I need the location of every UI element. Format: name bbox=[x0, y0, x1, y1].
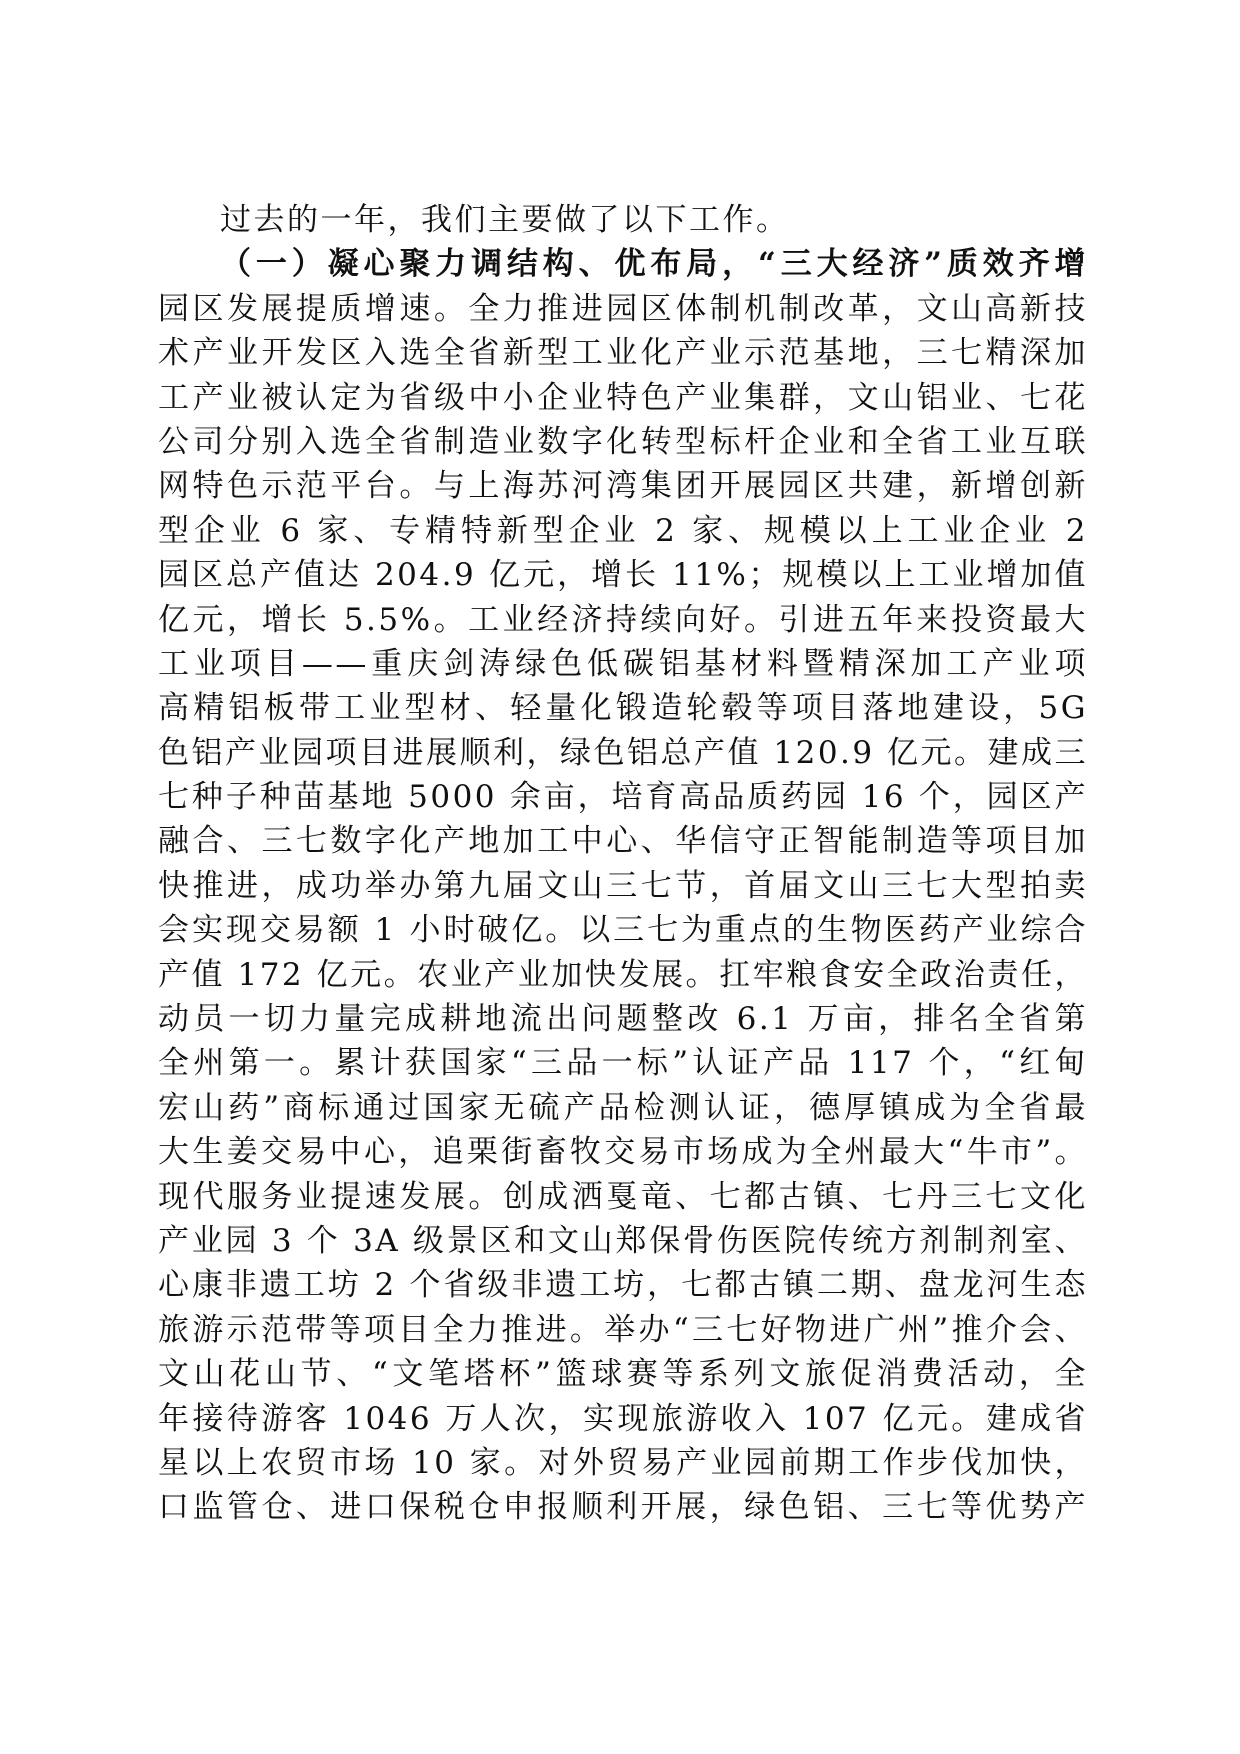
body-line: 文山花山节、“文笔塔杯”篮球赛等系列文旅促消费活动，全 bbox=[158, 1356, 1088, 1393]
body-line: 工产业被认定为省级中小企业特色产业集群，文山铝业、七花 bbox=[158, 379, 1088, 416]
body-line: 园区发展提质增速。全力推进园区体制机制改革，文山高新技 bbox=[158, 290, 1088, 327]
body-line: 融合、三七数字化产地加工中心、华信守正智能制造等项目加 bbox=[158, 823, 1088, 860]
body-line: 七种子种苗基地 5000 余亩，培育高品质药园 16 个，园区产 bbox=[158, 779, 1088, 816]
section-heading-line: （一）凝心聚力调结构、优布局，“三大经济”质效齐增 bbox=[220, 246, 1088, 283]
body-line: 产值 172 亿元。农业产业加快发展。扛牢粮食安全政治责任， bbox=[158, 956, 1088, 993]
body-line: 公司分别入选全省制造业数字化转型标杆企业和全省工业互联 bbox=[158, 423, 1088, 460]
body-line: 网特色示范平台。与上海苏河湾集团开展园区共建，新增创新 bbox=[158, 468, 1088, 505]
body-line: 大生姜交易中心，追栗街畜牧交易市场成为全州最大“牛市”。 bbox=[158, 1134, 1088, 1171]
body-line: 产业园 3 个 3A 级景区和文山郑保骨伤医院传统方剂制剂室、 bbox=[158, 1222, 1088, 1259]
body-line: 快推进，成功举办第九届文山三七节，首届文山三七大型拍卖 bbox=[158, 867, 1088, 904]
body-line: 亿元，增长 5.5%。工业经济持续向好。引进五年来投资最大 bbox=[158, 601, 1088, 638]
body-line: 星以上农贸市场 10 家。对外贸易产业园前期工作步伐加快， bbox=[158, 1444, 1088, 1481]
body-line: 高精铝板带工业型材、轻量化锻造轮毂等项目落地建设，5G bbox=[158, 690, 1088, 727]
body-line: 园区总产值达 204.9 亿元，增长 11%；规模以上工业增加值 bbox=[158, 557, 1088, 594]
intro-line: 过去的一年，我们主要做了以下工作。 bbox=[220, 202, 790, 238]
body-line: 型企业 6 家、专精特新型企业 2 家、规模以上工业企业 2 bbox=[158, 512, 1088, 549]
body-line: 工业项目——重庆剑涛绿色低碳铝基材料暨精深加工产业项 bbox=[158, 645, 1088, 682]
body-line: 心康非遗工坊 2 个省级非遗工坊，七都古镇二期、盘龙河生态 bbox=[158, 1267, 1088, 1304]
body-line: 会实现交易额 1 小时破亿。以三七为重点的生物医药产业综合 bbox=[158, 912, 1088, 949]
body-line: 宏山药”商标通过国家无硫产品检测认证，德厚镇成为全省最 bbox=[158, 1089, 1088, 1126]
body-line: 动员一切力量完成耕地流出问题整改 6.1 万亩，排名全省第 bbox=[158, 1001, 1088, 1038]
body-line: 年接待游客 1046 万人次，实现旅游收入 107 亿元。建成省 bbox=[158, 1400, 1088, 1437]
body-line: 旅游示范带等项目全力推进。举办“三七好物进广州”推介会、 bbox=[158, 1311, 1088, 1348]
body-line: 现代服务业提速发展。创成洒戛竜、七都古镇、七丹三七文化 bbox=[158, 1178, 1088, 1215]
body-line: 全州第一。累计获国家“三品一标”认证产品 117 个，“红甸 bbox=[158, 1045, 1088, 1082]
document-page bbox=[158, 198, 1088, 1530]
body-line: 色铝产业园项目进展顺利，绿色铝总产值 120.9 亿元。建成三 bbox=[158, 734, 1088, 771]
body-line: 术产业开发区入选全省新型工业化产业示范基地，三七精深加 bbox=[158, 335, 1088, 372]
body-line: 口监管仓、进口保税仓申报顺利开展，绿色铝、三七等优势产 bbox=[158, 1489, 1088, 1526]
